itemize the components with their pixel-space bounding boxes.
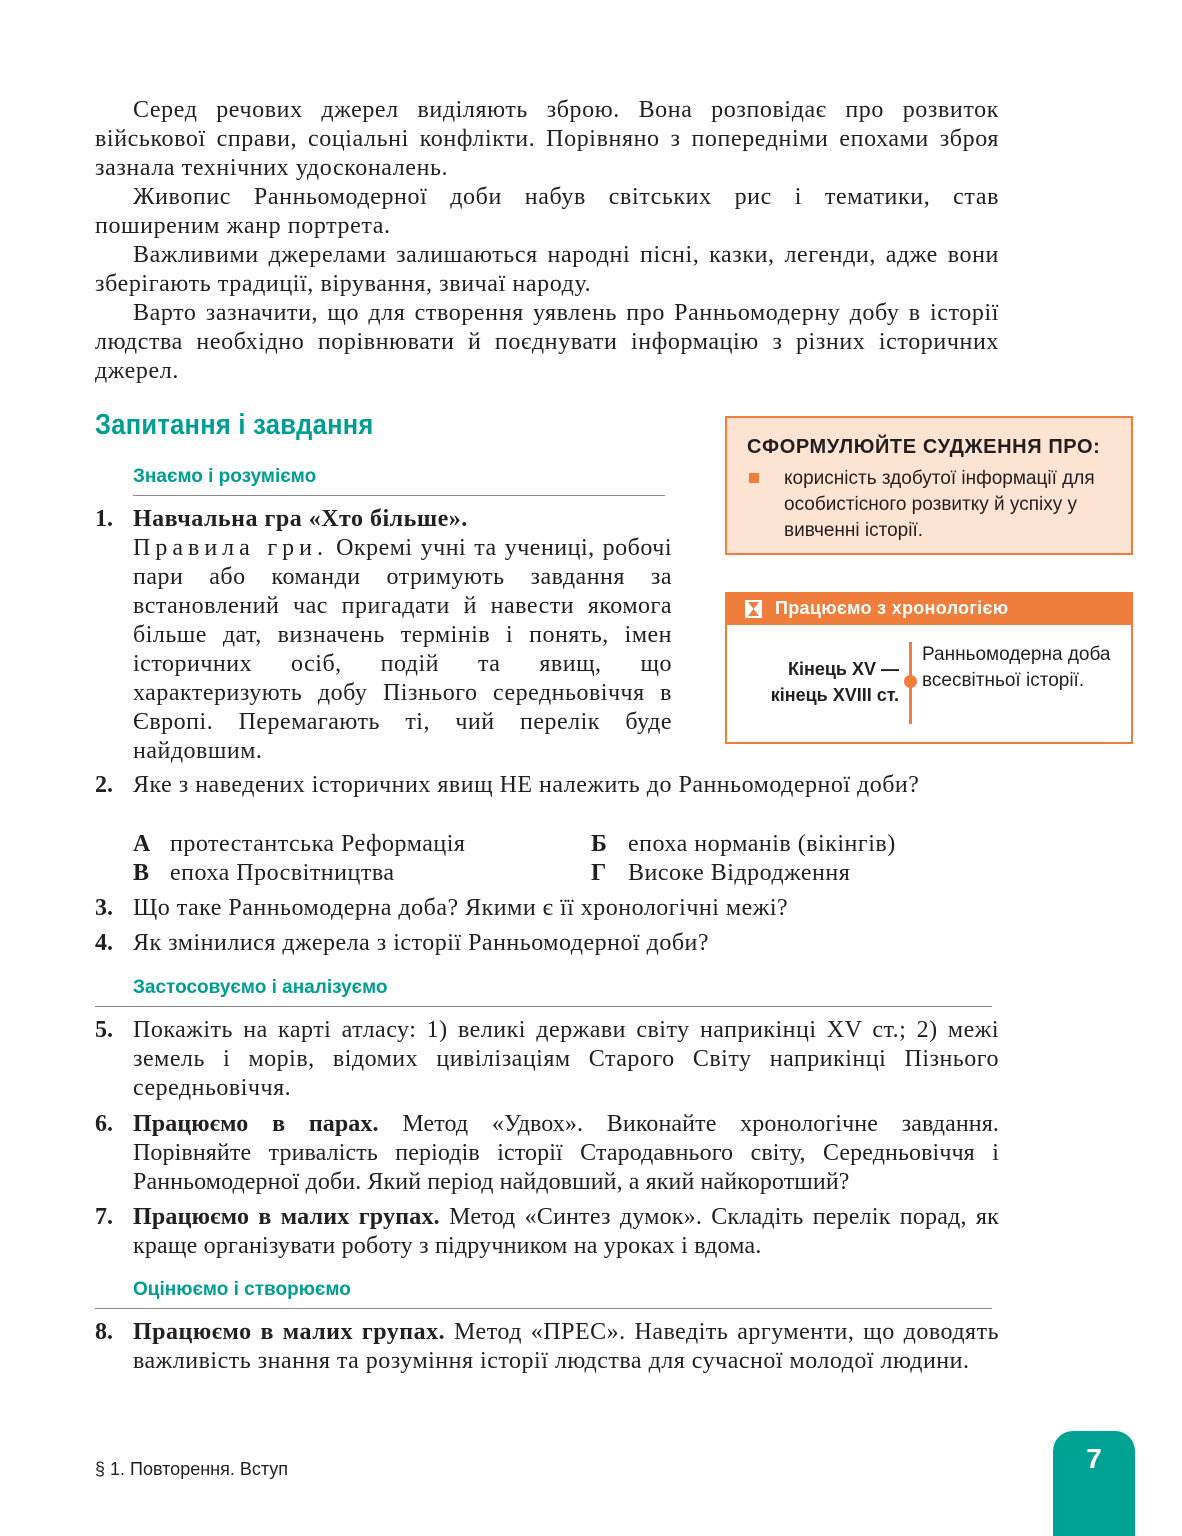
- divider: [133, 495, 665, 496]
- intro-paragraph: Важливими джерелами залишаються народні пісні, казки, легенди, адже вони зберігають традиції, вірування, звичаї народу.: [95, 242, 999, 297]
- question-number: 5.: [95, 1017, 113, 1043]
- question-number: 4.: [95, 930, 113, 956]
- question-text: Яке з наведених історичних явищ НЕ належить до Ранньомодерної доби?: [133, 772, 920, 798]
- judgement-item: корисність здобутої інформації для особистісного розвитку й успіху у вивченні історії.: [784, 468, 1095, 541]
- question-title: Навчальна гра «Хто більше».: [133, 506, 468, 532]
- page-number-tab: [1053, 1431, 1135, 1536]
- divider: [95, 1308, 992, 1309]
- intro-paragraph: Живопис Ранньомодерної доби набув світських рис і тематики, став поширеним жанр портрета.: [95, 184, 999, 239]
- bullet-square-icon: [749, 473, 759, 483]
- question-number: 6.: [95, 1111, 113, 1137]
- section-title: Запитання і завдання: [95, 409, 374, 441]
- judgement-box: [725, 416, 1133, 555]
- chronology-title: Працюємо з хронологією: [775, 598, 1009, 618]
- question-text: Покажіть на карті атласу: 1) великі держави світу наприкінці XV ст.; 2) межі земель і морів, відомих цивілізаціям Старого Світу наприкінці Пізнього середньовіччя.: [133, 1017, 999, 1101]
- question-2: [95, 771, 999, 800]
- rules-label: Правила гри.: [133, 535, 329, 561]
- subsection-apply: Застосовуємо і аналізуємо: [133, 977, 388, 998]
- question-3: [95, 894, 999, 923]
- option-c: В епоха Просвітництва: [133, 860, 395, 886]
- question-7: [95, 1203, 999, 1261]
- question-number: 7.: [95, 1204, 113, 1230]
- question-bold-label: Працюємо в малих групах.: [133, 1319, 446, 1345]
- option-d: Г Високе Відродження: [591, 860, 851, 886]
- chronology-period: Кінець XV — кінець XVIII ст.: [770, 659, 899, 705]
- question-number: 3.: [95, 895, 113, 921]
- question-8: [95, 1318, 999, 1376]
- question-bold-label: Працюємо в малих групах.: [133, 1204, 440, 1230]
- question-bold-label: Працюємо в парах.: [133, 1111, 379, 1137]
- page-number: 7: [1086, 1443, 1102, 1474]
- subsection-evaluate: Оцінюємо і створюємо: [133, 1279, 351, 1300]
- question-number: 1.: [95, 506, 113, 532]
- question-number: 8.: [95, 1319, 113, 1345]
- chronology-box: [725, 592, 1133, 744]
- footer-section: § 1. Повторення. Вступ: [95, 1459, 289, 1479]
- question-number: 2.: [95, 772, 113, 798]
- intro-paragraph: Варто зазначити, що для створення уявлень про Ранньомодерну добу в історії людства необхідно порівнювати й поєднувати інформацію з різних історичних джерел.: [95, 300, 999, 384]
- option-a: А протестантська Реформація: [133, 831, 466, 857]
- timeline-dot: [904, 675, 917, 688]
- intro-text: [95, 96, 999, 386]
- question-5: [95, 1016, 999, 1103]
- question-1: [95, 505, 672, 766]
- question-6: [95, 1110, 999, 1197]
- question-text: Як змінилися джерела з історії Ранньомодерної доби?: [133, 930, 710, 956]
- option-b: Б епоха норманів (вікінгів): [591, 831, 896, 857]
- question-4: [95, 929, 999, 958]
- hourglass-icon: [745, 600, 762, 618]
- divider: [95, 1006, 992, 1007]
- chronology-header: [727, 594, 1131, 625]
- intro-paragraph: Серед речових джерел виділяють зброю. Вона розповідає про розвиток військової справи, соціальні конфлікти. Порівняно з попередніми епохами зброя зазнала технічних удосконалень.: [95, 97, 999, 181]
- question-text: Метод «ПРЕС». Наведіть аргументи, що доводять важливість знання та розуміння історії людства для сучасної молодої людини.: [133, 1319, 1000, 1374]
- subsection-know: Знаємо і розуміємо: [133, 466, 317, 487]
- question-text: Метод «Удвох». Виконайте хронологічне завдання. Порівняйте тривалість періодів історії Стародавнього світу, Середньовіччя і Ранньомодерної доби. Який період найдовший, а який найкоротший?: [133, 1111, 999, 1195]
- question-text: Метод «Синтез думок». Складіть перелік порад, як краще організувати роботу з підручником на уроках і вдома.: [133, 1204, 1000, 1259]
- rules-text: Окремі учні та учениці, робочі пари або команди отримують завдання за встановлений час пригадати й навести якомога більше дат, визначень термінів і понять, імен історичних осіб, подій та явищ, що характеризують добу Пізнього середньовіччя в Європі. Перемагають ті, чий перелік буде найдовшим.: [133, 535, 673, 764]
- chronology-description: Ранньомодерна доба всесвітньої історії.: [922, 644, 1111, 691]
- judgement-title: СФОРМУЛЮЙТЕ СУДЖЕННЯ ПРО:: [747, 436, 1101, 458]
- question-text: Що таке Ранньомодерна доба? Якими є її хронологічні межі?: [133, 895, 789, 921]
